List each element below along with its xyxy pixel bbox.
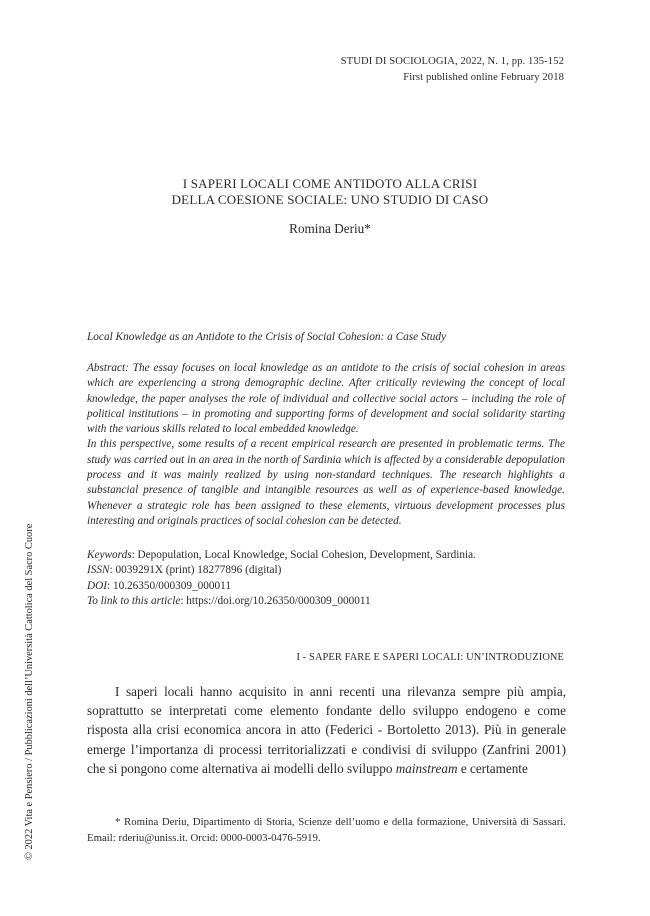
abstract-paragraph-2: In this perspective, some results of a recent empirical research are presented in problematic terms. The study was carried out in an area in the north of Sardinia which is affected by a considerable depopulation process and it was mainly realized by using non-standard techniques. The research highlights a substancial presence of tangible and intangible resources as well as of experience-based knowledge. Whenever a strategic role has been assigned to these elements, virtuous development processes plus interesting and originals practices of social cohesion can be detected. bbox=[87, 438, 565, 527]
copyright-margin-note: © 2022 Vita e Pensiero / Pubblicazioni dell’Università Cattolica del Sacro Cuore bbox=[24, 523, 35, 860]
english-title: Local Knowledge as an Antidote to the Crisis of Social Cohesion: a Case Study bbox=[87, 331, 447, 343]
body-italic-term: mainstream bbox=[395, 760, 458, 776]
journal-header bbox=[341, 54, 564, 86]
author-footnote: * Romina Deriu, Dipartimento di Storia, Scienze dell’uomo e della formazione, Università di Sassari. Email: rderiu@uniss.it. Orcid: 0000-0003-0476-5919. bbox=[87, 816, 566, 844]
section-heading: I - SAPER FARE E SAPERI LOCALI: UN’INTRODUZIONE bbox=[296, 652, 564, 663]
issn-value: : 0039291X (print) 18277896 (digital) bbox=[109, 564, 282, 577]
doi-value: : 10.26350/000309_000011 bbox=[107, 579, 231, 592]
author-name: Romina Deriu* bbox=[289, 221, 371, 236]
article-title-line-1: I SAPERI LOCALI COME ANTIDOTO ALLA CRISI bbox=[182, 176, 478, 191]
abstract bbox=[87, 361, 565, 529]
keywords-label: Keywords bbox=[87, 549, 132, 561]
article-link-line bbox=[87, 594, 567, 609]
journal-citation: STUDI DI SOCIOLOGIA, 2022, N. 1, pp. 135-152 bbox=[340, 56, 564, 67]
body-text-part-1: I saperi locali hanno acquisito in anni recenti una rilevanza sempre più ampia, soprattutto se interpretati come elemento fondante dello sviluppo endogeno e come risposta alla crisi economica ancora in atto (Federici - Bortoletto 2013). Più in generale emerge l’importanza di processi territorializzati e condivisi di sviluppo (Zanfrini 2001) che si pongono come alternativa ai modelli dello sviluppo bbox=[87, 684, 566, 776]
issn-line bbox=[87, 563, 567, 578]
abstract-paragraph-1: Abstract: The essay focuses on local knowledge as an antidote to the crisis of social cohesion in areas which are experiencing a strong demographic decline. After critically reviewing the concept of local knowledge, the paper analyses the role of individual and collective social actors – including the role of political institutions – in promoting and supporting forms of development and social solidarity starting with the various skills related to local embedded knowledge. bbox=[87, 362, 565, 436]
article-metadata bbox=[87, 548, 567, 609]
article-link-label: To link to this article bbox=[87, 594, 181, 607]
body-text-part-2: e certamente bbox=[457, 760, 528, 776]
keywords-value: : Depopulation, Local Knowledge, Social Cohesion, Development, Sardinia. bbox=[131, 549, 476, 561]
keywords-line bbox=[87, 548, 567, 563]
issn-label: ISSN bbox=[87, 564, 110, 577]
doi-label: DOI bbox=[87, 579, 107, 592]
article-link-value[interactable]: : https://doi.org/10.26350/000309_000011 bbox=[180, 594, 371, 607]
publication-date: First published online February 2018 bbox=[403, 72, 564, 83]
doi-line bbox=[87, 579, 567, 594]
article-title-line-2: DELLA COESIONE SOCIALE: UNO STUDIO DI CASO bbox=[171, 192, 489, 207]
article-title bbox=[60, 176, 600, 208]
body-paragraph bbox=[87, 682, 566, 778]
body-text bbox=[87, 682, 566, 778]
